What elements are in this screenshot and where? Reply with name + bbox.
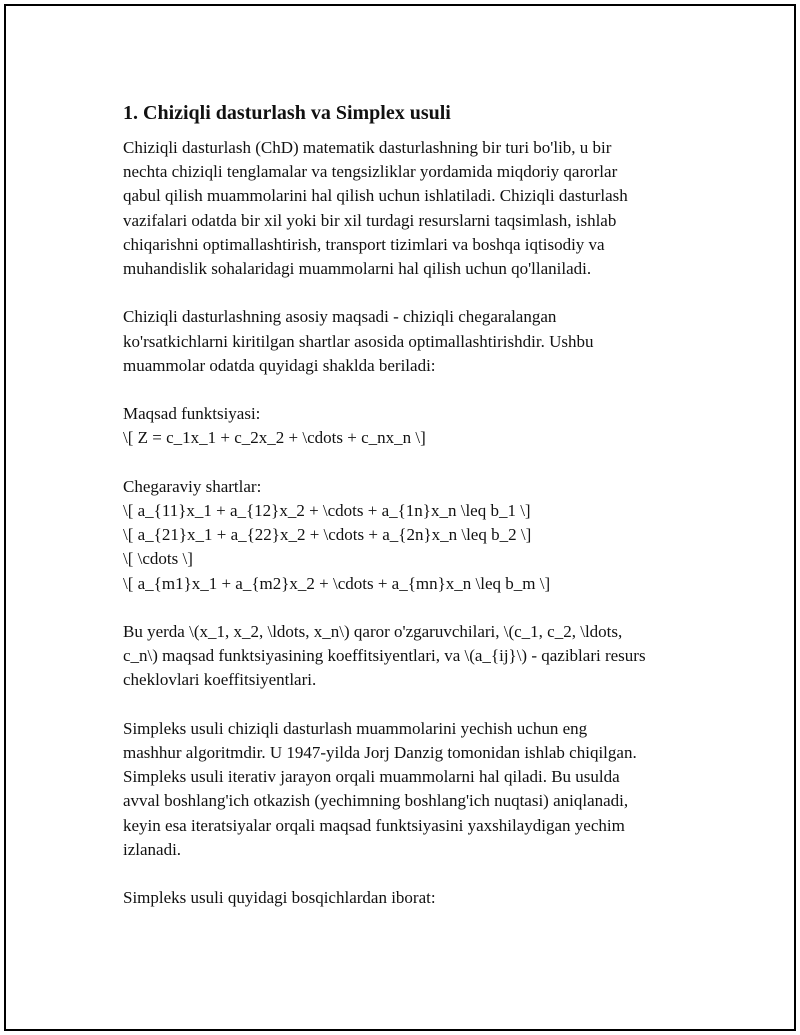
text-line: Simpleks usuli iterativ jarayon orqali muammolarni hal qiladi. Bu usulda	[123, 767, 620, 787]
paragraph-steps-intro	[123, 886, 713, 910]
text-line: muammolar odatda quyidagi shaklda beriladi:	[123, 355, 436, 375]
text-line: nechta chiziqli tenglamalar va tengsizliklar yordamida miqdoriy qarorlar	[123, 162, 618, 182]
formula-line: \[ Z = c_1x_1 + c_2x_2 + \cdots + c_nx_n \]	[123, 428, 426, 448]
formula-line: \[ a_{21}x_1 + a_{22}x_2 + \cdots + a_{2n}x_n \leq b_2 \]	[123, 525, 532, 545]
text-line: chiqarishni optimallashtirish, transport tizimlari va boshqa iqtisodiy va	[123, 234, 605, 254]
formula-line: \[ a_{m1}x_1 + a_{m2}x_2 + \cdots + a_{mn}x_n \leq b_m \]	[123, 573, 551, 593]
text-line: Chiziqli dasturlashning asosiy maqsadi - chiziqli chegaralangan	[123, 307, 557, 327]
text-line: qabul qilish muammolarini hal qilish uchun ishlatiladi. Chiziqli dasturlash	[123, 186, 628, 206]
text-line: muhandislik sohalaridagi muammolarni hal qilish uchun qo'llaniladi.	[123, 259, 592, 279]
document-body	[123, 99, 713, 910]
paragraph-gap	[123, 451, 713, 475]
paragraph-gap	[123, 693, 713, 717]
text-line: cheklovlari koeffitsiyentlari.	[123, 670, 317, 690]
paragraph-constraints	[123, 475, 713, 596]
paragraph-goal	[123, 305, 713, 378]
text-line: c_n\) maqsad funktsiyasining koeffitsiyentlari, va \(a_{ij}\) - qaziblari resurs	[123, 646, 646, 666]
paragraph-gap	[123, 862, 713, 886]
paragraph-gap	[123, 378, 713, 402]
document-title: 1. Chiziqli dasturlash va Simplex usuli	[123, 102, 451, 124]
text-line: avval boshlang'ich otkazish (yechimning boshlang'ich nuqtasi) aniqlanadi,	[123, 791, 629, 811]
formula-line: \[ \cdots \]	[123, 549, 193, 569]
text-line: Chiziqli dasturlash (ChD) matematik dasturlashning bir turi bo'lib, u bir	[123, 138, 612, 157]
text-line: Simpleks usuli quyidagi bosqichlardan iborat:	[123, 888, 436, 908]
text-line: ko'rsatkichlarni kiritilgan shartlar asosida optimallashtirishdir. Ushbu	[123, 331, 594, 351]
text-line: keyin esa iteratsiyalar orqali maqsad funktsiyasini yaxshilaydigan yechim	[123, 815, 625, 835]
paragraph-gap	[123, 281, 713, 305]
paragraph-variables	[123, 620, 713, 693]
text-line: vazifalari odatda bir xil yoki bir xil turdagi resurslarni taqsimlash, ishlab	[123, 210, 617, 230]
text-line: Simpleks usuli chiziqli dasturlash muammolarini yechish uchun eng	[123, 718, 588, 738]
paragraph-intro	[123, 136, 713, 281]
text-line: Chegaraviy shartlar:	[123, 476, 262, 496]
formula-line: \[ a_{11}x_1 + a_{12}x_2 + \cdots + a_{1n}x_n \leq b_1 \]	[123, 501, 531, 520]
text-line: Maqsad funktsiyasi:	[123, 404, 261, 424]
paragraph-gap	[123, 596, 713, 620]
paragraph-simplex	[123, 717, 713, 862]
text-line: izlanadi.	[123, 839, 182, 859]
text-line: mashhur algoritmdir. U 1947-yilda Jorj Danzig tomonidan ishlab chiqilgan.	[123, 743, 637, 762]
paragraph-objective-function	[123, 402, 713, 450]
text-line: Bu yerda \(x_1, x_2, \ldots, x_n\) qaror o'zgaruvchilari, \(c_1, c_2, \ldots,	[123, 622, 623, 641]
page-frame	[4, 4, 796, 1031]
